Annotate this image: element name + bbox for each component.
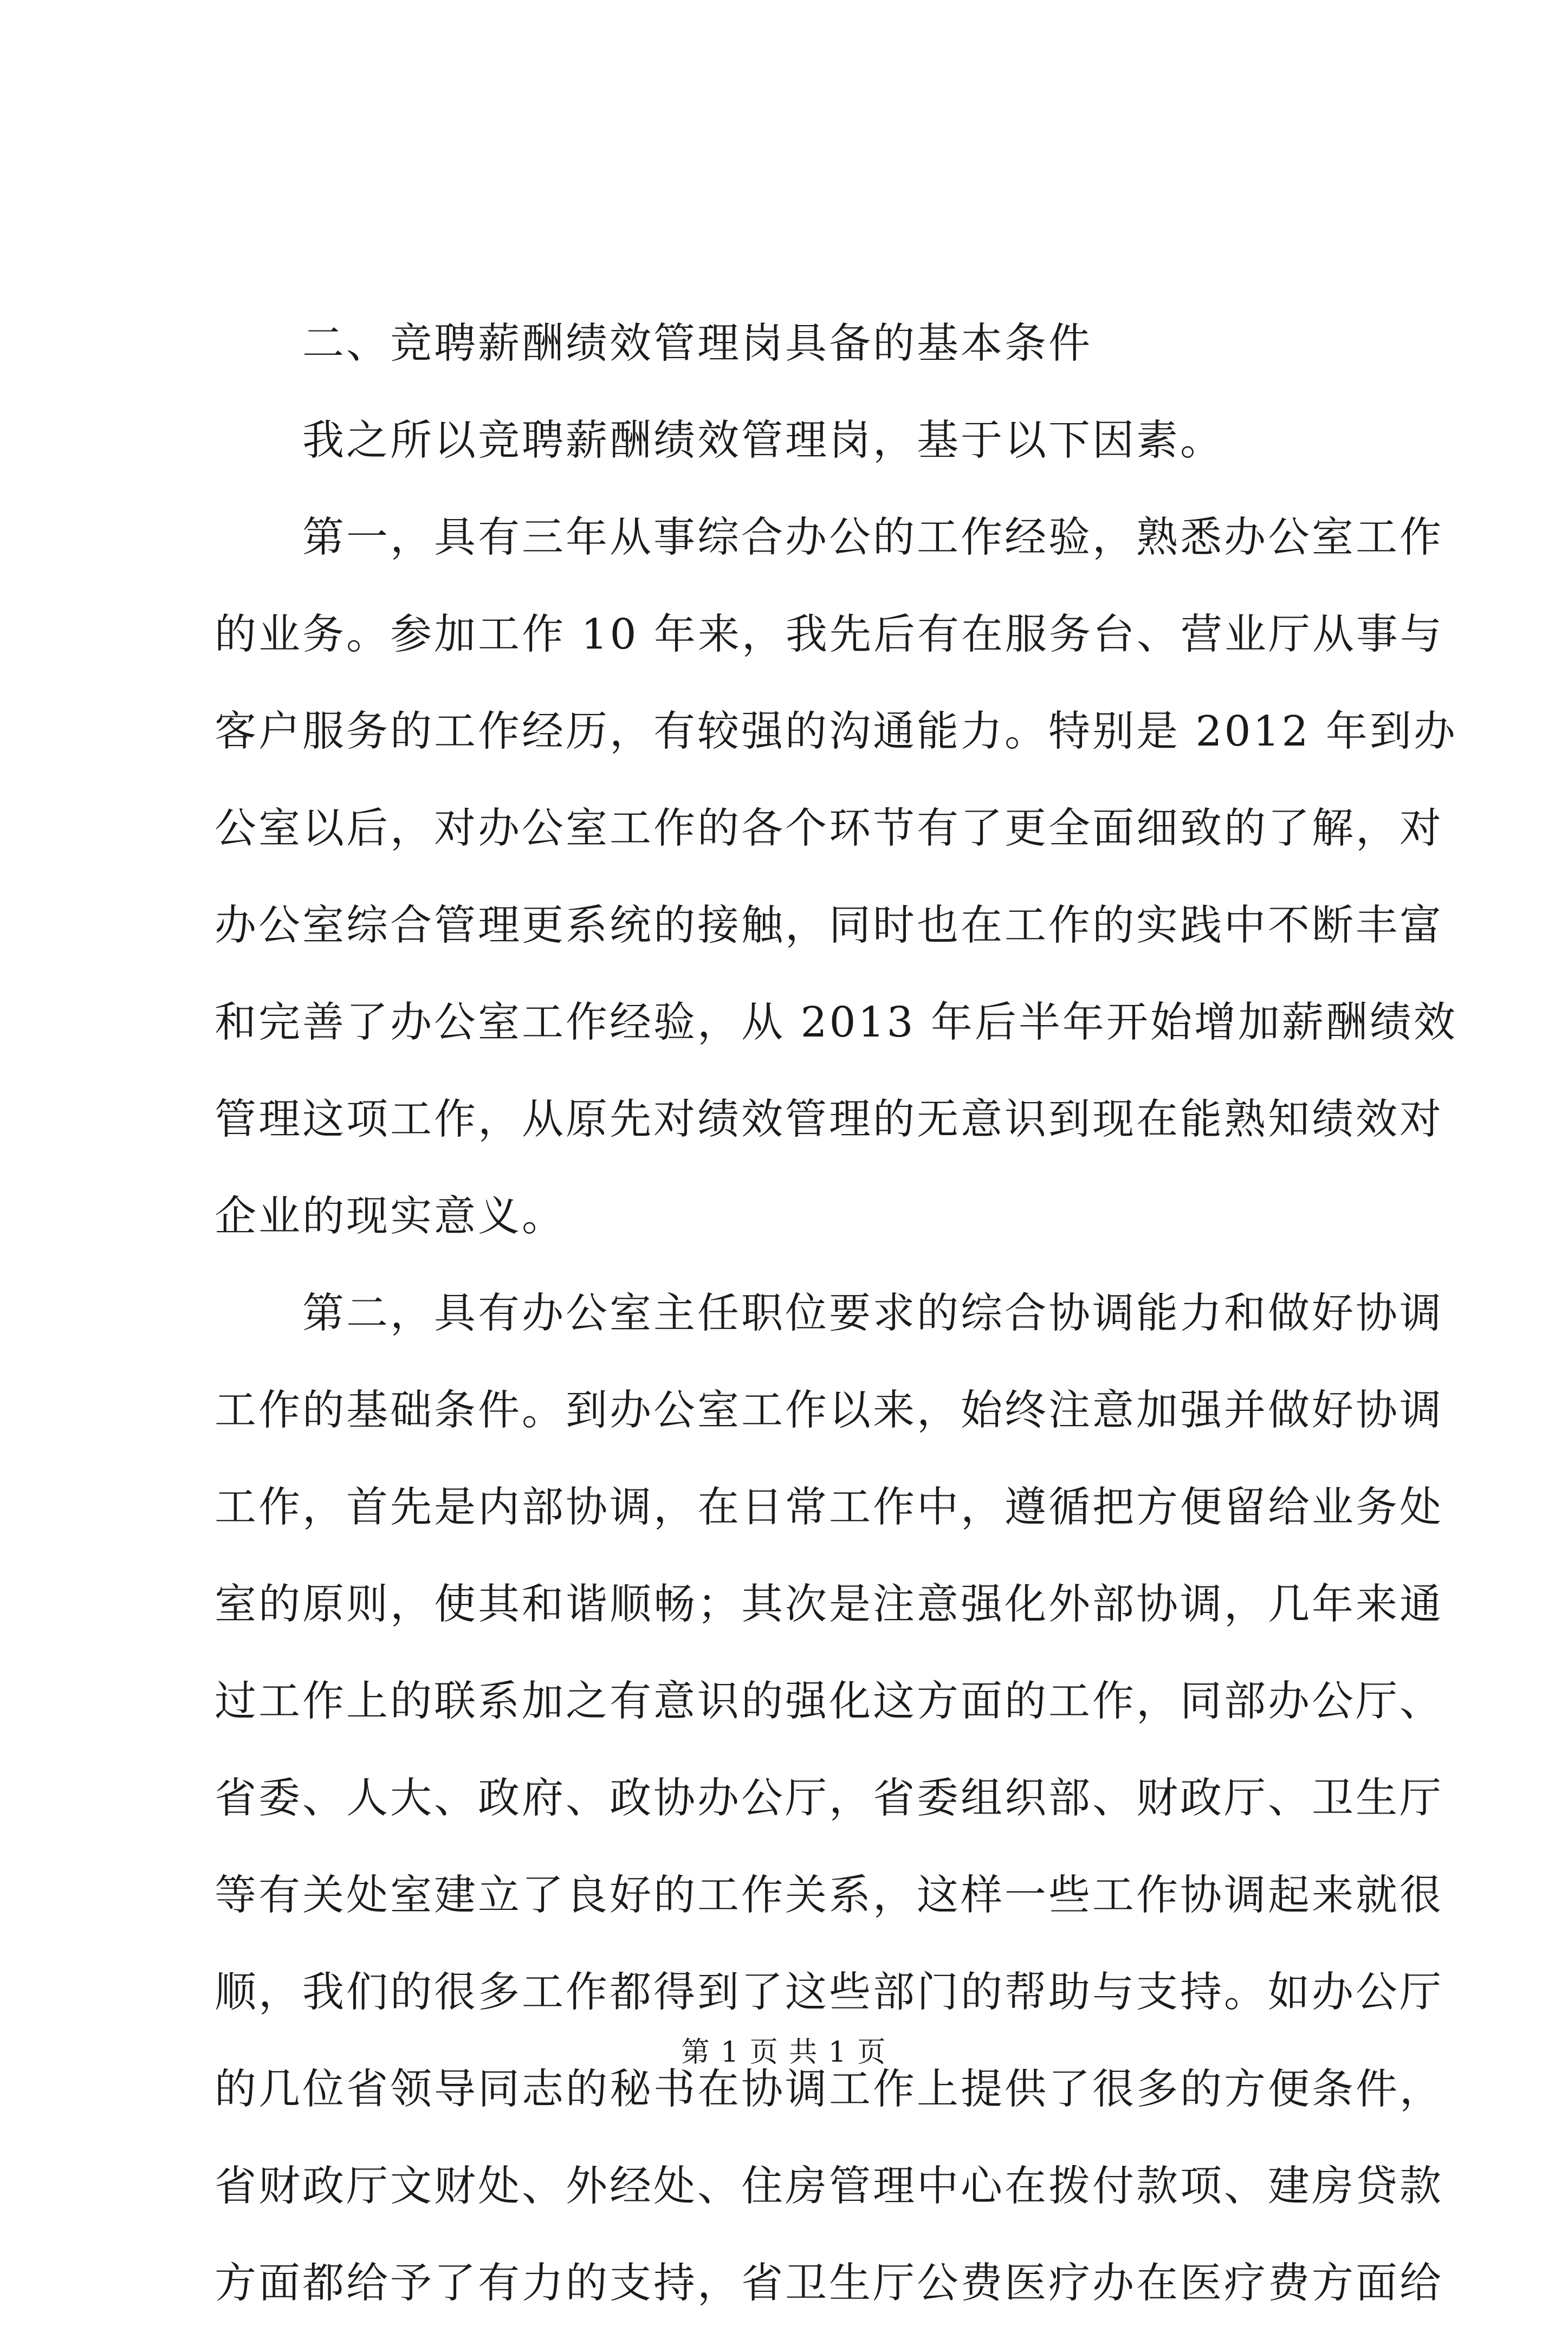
paragraph-line: 的业务。参加工作 10 年来，我先后有在服务台、营业厅从事与: [215, 611, 1444, 659]
paragraph-line: 省财政厅文财处、外经处、住房管理中心在拨付款项、建房贷款: [215, 2162, 1443, 2211]
paragraph-line: 过工作上的联系加之有意识的强化这方面的工作，同部办公厅、: [215, 1677, 1443, 1726]
paragraph-line: 企业的现实意义。: [215, 1193, 566, 1241]
paragraph-line: 我之所以竞聘薪酬绩效管理岗，基于以下因素。: [302, 417, 1224, 465]
paragraph-line: 等有关处室建立了良好的工作关系，这样一些工作协调起来就很: [215, 1871, 1443, 1920]
page-number-footer: 第 1 页 共 1 页: [681, 2036, 887, 2069]
section-heading: 二、竞聘薪酬绩效管理岗具备的基本条件: [302, 320, 1092, 368]
paragraph-line: 管理这项工作，从原先对绩效管理的无意识到现在能熟知绩效对: [215, 1096, 1443, 1144]
document-body: [215, 295, 1457, 2332]
paragraph-line: 顺，我们的很多工作都得到了这些部门的帮助与支持。如办公厅: [215, 1968, 1443, 2017]
paragraph-line: 办公室综合管理更系统的接触，同时也在工作的实践中不断丰富: [215, 902, 1443, 950]
paragraph-line: 工作，首先是内部协调，在日常工作中，遵循把方便留给业务处: [215, 1484, 1443, 1532]
paragraph-line: 和完善了办公室工作经验，从 2013 年后半年开始增加薪酬绩效: [215, 999, 1457, 1047]
paragraph-line: 第一，具有三年从事综合办公的工作经验，熟悉办公室工作: [302, 514, 1443, 562]
paragraph-line: 省委、人大、政府、政协办公厅，省委组织部、财政厅、卫生厅: [215, 1774, 1443, 1823]
paragraph-line: 方面都给予了有力的支持，省卫生厅公费医疗办在医疗费方面给: [215, 2259, 1443, 2308]
paragraph-line: 室的原则，使其和谐顺畅；其次是注意强化外部协调，几年来通: [215, 1580, 1443, 1629]
paragraph-line: 客户服务的工作经历，有较强的沟通能力。特别是 2012 年到办: [215, 708, 1457, 756]
paragraph-line: 公室以后，对办公室工作的各个环节有了更全面细致的了解，对: [215, 805, 1443, 853]
paragraph-line: 的几位省领导同志的秘书在协调工作上提供了很多的方便条件，: [215, 2065, 1443, 2114]
paragraph-line: 第二，具有办公室主任职位要求的综合协调能力和做好协调: [302, 1290, 1443, 1338]
paragraph-line: 工作的基础条件。到办公室工作以来，始终注意加强并做好协调: [215, 1387, 1443, 1435]
